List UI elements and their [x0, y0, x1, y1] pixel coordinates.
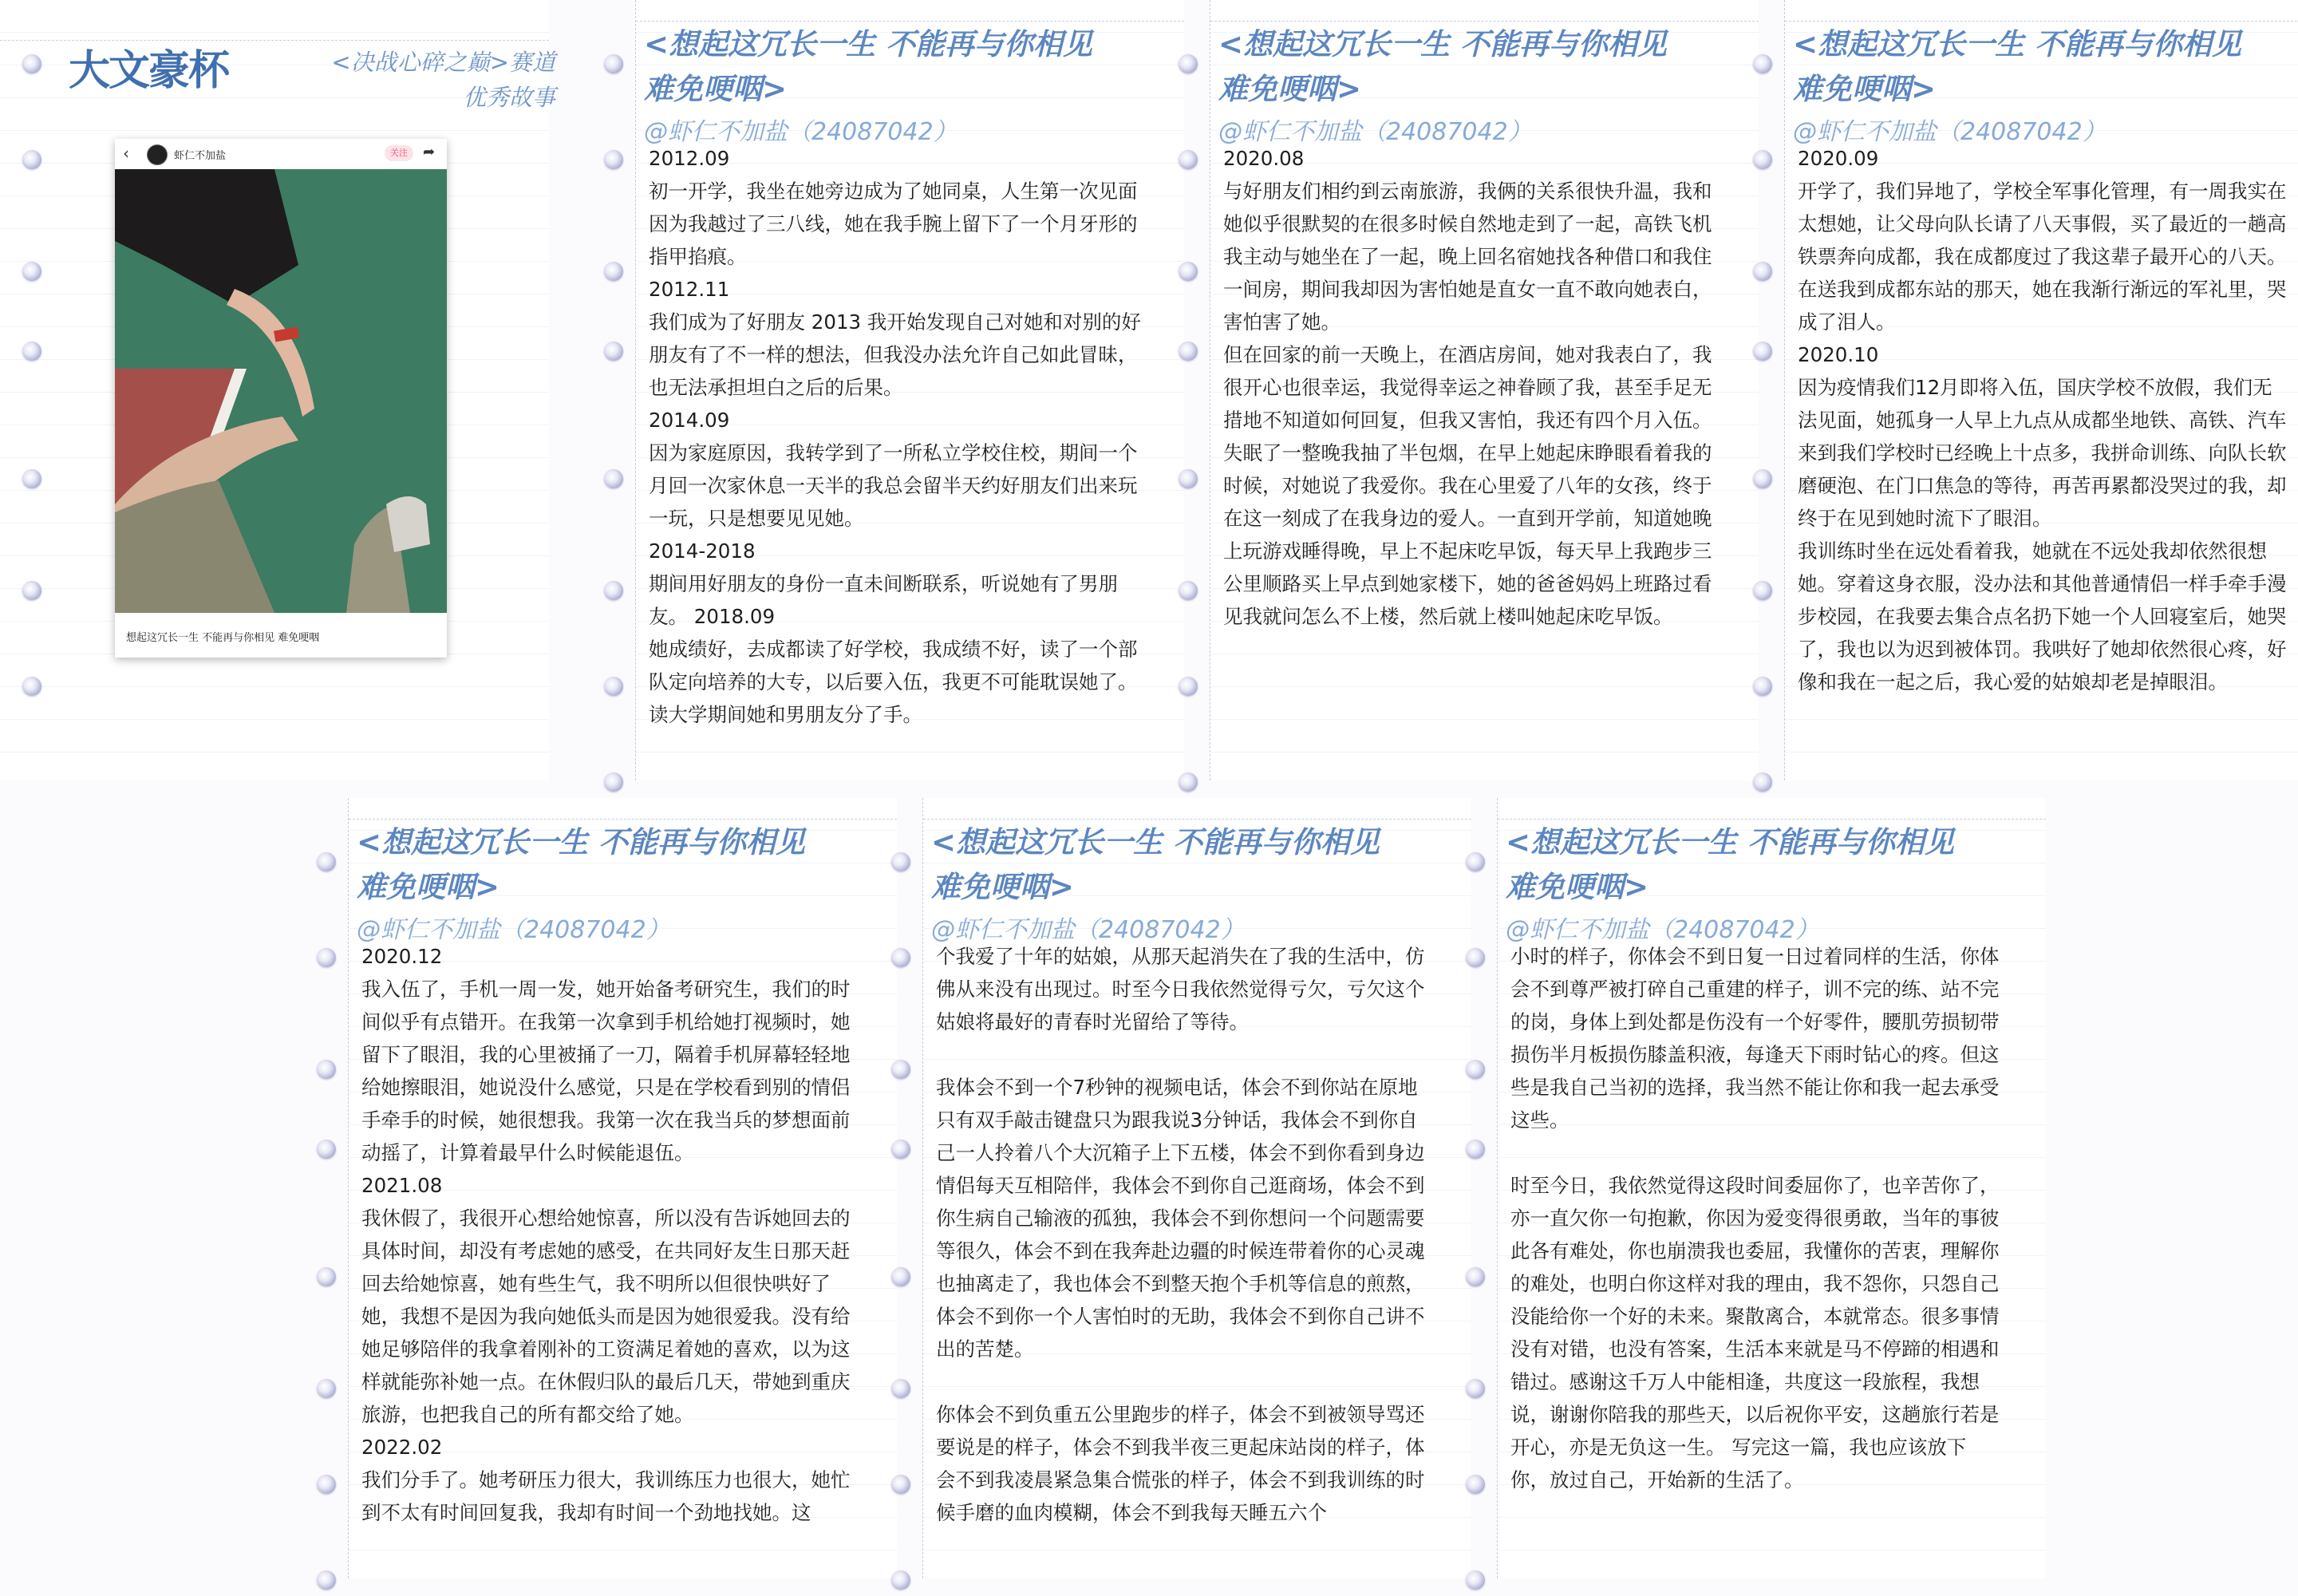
story-title-line-1: <想起这冗长一生 不能再与你相见 [931, 825, 1380, 859]
story-body [361, 940, 855, 1529]
binder-hole [891, 1060, 910, 1079]
story-paragraph: 我休假了，我很开心想给她惊喜，所以没有告诉她回去的具体时间，却没有考虑她的感受，在共同好友生日那天赶回去给她惊喜，她有些生气，我不明所以但很快哄好了她，我想不是因为我向她低头而是因为她很爱我。没有给她足够陪伴的我拿着刚补的工资满足着她的喜欢，以为这样就能弥补她一点。在休假归队的最后几天，带她到重庆旅游，也把我自己的所有都交给了她。 [361, 1207, 851, 1426]
story-paragraph: 2014.09 [649, 409, 730, 432]
story-body [1510, 940, 2004, 1496]
story-paragraph: 我训练时坐在远处看着我，她就在不远处我却依然很想她。穿着这身衣服，没办法和其他普通情侣一样手牵手漫步校园，在我要去集合点名扔下她一个人回寝室后，她哭了，我也以为迟到被体罚。我哄好了她却依然很心疼，好像和我在一起之后，我心爱的姑娘却老是掉眼泪。 [1798, 539, 2287, 693]
binder-hole [22, 262, 41, 281]
binder-hole [22, 581, 41, 600]
binder-hole [1466, 1140, 1485, 1159]
event-line-2: 优秀故事 [462, 84, 555, 111]
story-card [1497, 798, 2046, 1578]
binder-hole [1179, 581, 1198, 600]
story-paragraph: 2020.08 [1223, 147, 1305, 170]
story-paragraph: 她成绩好，去成都读了好学校，我成绩不好，读了一个部队定向培养的大专，以后要入伍，我更不可能耽误她了。读大学期间她和男朋友分了手。 [649, 638, 1138, 726]
event-label [303, 45, 555, 115]
binder-hole [604, 150, 623, 169]
binder-holes [1466, 798, 1490, 1578]
binder-hole [1753, 469, 1772, 488]
binder-hole [604, 772, 623, 792]
story-author: @虾仁不加盐（24087042） [1218, 118, 1532, 146]
story-paragraph: 你体会不到负重五公里跑步的样子，体会不到被领导骂还要说是的样子，体会不到我半夜三更起床站岗的样子，体会不到我凌晨紧急集合慌张的样子，体会不到我训练的时候手磨的血肉模糊，体会不到我每天睡五六个 [936, 1403, 1425, 1524]
binder-hole [1179, 772, 1198, 792]
story-title-line-2: 难免哽咽> [357, 870, 500, 904]
story-paragraph: 因为家庭原因，我转学到了一所私立学校住校，期间一个月回一次家休息一天半的我总会留半天约好朋友们出来玩一玩，只是想要见见她。 [649, 441, 1138, 530]
binder-hole [1466, 1060, 1485, 1079]
story-paragraph: 开学了，我们异地了，学校全军事化管理，有一周我实在太想她，让父母向队长请了八天事假，买了最近的一趟高铁票奔向成都，我在成都度过了我这辈子最开心的八天。在送我到成都东站的那天，她在我渐行渐远的军礼里，哭成了泪人。 [1798, 180, 2287, 334]
binder-hole [22, 342, 41, 361]
binder-hole [317, 1475, 336, 1494]
story-author: @虾仁不加盐（24087042） [1793, 118, 2106, 146]
story-title [644, 22, 1163, 112]
binder-hole [1466, 948, 1485, 967]
story-paragraph: 个我爱了十年的姑娘，从那天起消失在了我的生活中，仿佛从来没有出现过。时至今日我依然觉得亏欠，亏欠这个姑娘将最好的青春时光留给了等待。 [936, 945, 1425, 1033]
story-card [1210, 0, 1759, 780]
story-title [1506, 820, 2024, 910]
story-card [922, 798, 1471, 1578]
binder-hole [1179, 150, 1198, 169]
story-author: @虾仁不加盐（24087042） [644, 118, 958, 146]
story-title-line-2: 难免哽咽> [1218, 72, 1362, 106]
brand-logo: 大文豪杯 [69, 46, 229, 95]
binder-hole [604, 262, 623, 281]
binder-hole [1466, 1267, 1485, 1286]
follow-button[interactable]: 关注 [385, 145, 413, 161]
event-line-1: <决战心碎之巅>赛道 [331, 49, 555, 76]
avatar[interactable] [147, 144, 168, 165]
binder-hole [891, 1379, 910, 1398]
story-body [1223, 142, 1716, 633]
story-paragraph: 我体会不到一个7秒钟的视频电话，体会不到你站在原地只有双手敲击键盘只为跟我说3分钟话，我体会不到你自己一人拎着八个大沉箱子上下五楼，体会不到你看到身边情侣每天互相陪伴，我体会不到你自己逛商场，体会不到你生病自己输液的孤独，我体会不到你想问一个问题需要等很久，体会不到在我奔赴边疆的时候连带着你的心灵魂也抽离走了，我也体会不到整天抱个手机等信息的煎熬，体会不到你一个人害怕时的无助，我体会不到你自己讲不出的苦楚。 [936, 1076, 1425, 1361]
binder-hole [22, 469, 41, 488]
story-title [1793, 22, 2298, 112]
binder-holes [891, 798, 915, 1578]
binder-hole [317, 1267, 336, 1286]
binder-hole [22, 677, 41, 696]
back-arrow-icon[interactable]: ‹ [123, 144, 129, 163]
story-paragraph: 2021.08 [361, 1174, 443, 1197]
intro-card [0, 0, 555, 780]
story-author: @虾仁不加盐（24087042） [1506, 916, 1819, 944]
story-title-line-1: <想起这冗长一生 不能再与你相见 [644, 27, 1092, 61]
binder-hole [1753, 342, 1772, 361]
post-screenshot [115, 139, 447, 658]
story-title-line-2: 难免哽咽> [1506, 870, 1649, 904]
story-paragraph: 2014-2018 [649, 539, 756, 563]
story-title-line-1: <想起这冗长一生 不能再与你相见 [357, 825, 805, 859]
binder-hole [1466, 852, 1485, 871]
story-title-line-2: 难免哽咽> [1793, 72, 1937, 106]
binder-hole [317, 852, 336, 871]
holding-hands-photo [115, 169, 447, 613]
binder-hole [22, 54, 41, 73]
story-title [931, 820, 1450, 910]
binder-hole [1753, 262, 1772, 281]
binder-hole [1753, 150, 1772, 169]
binder-hole [604, 54, 623, 73]
binder-hole [22, 150, 41, 169]
binder-hole [891, 1475, 910, 1494]
post-header [115, 139, 447, 169]
binder-hole [604, 581, 623, 600]
story-paragraph: 2020.10 [1798, 343, 1879, 366]
binder-hole [604, 342, 623, 361]
binder-hole [1753, 581, 1772, 600]
story-card [1784, 0, 2298, 780]
binder-hole [317, 1570, 336, 1590]
binder-hole [1179, 262, 1198, 281]
story-paragraph: 失眠了一整晚我抽了半包烟，在早上她起床睁眼看着我的时候，对她说了我爱你。我在心里爱了八年的女孩，终于在这一刻成了在我身边的爱人。一直到开学前，知道她晚上玩游戏睡得晚，早上不起床吃早饭，每天早上我跑步三公里顺路买上早点到她家楼下，她的爸爸妈妈上班路过看见我就问怎么不上楼，然后就上楼叫她起床吃早饭。 [1223, 441, 1712, 628]
story-paragraph: 我们成为了好朋友 2013 我开始发现自己对她和对别的好朋友有了不一样的想法，但我没办法允许自己如此冒昧，也无法承担坦白之后的后果。 [649, 310, 1141, 399]
binder-hole [891, 852, 910, 871]
post-username[interactable]: 虾仁不加盐 [174, 150, 227, 162]
story-paragraph: 期间用好朋友的身份一直未间断联系，听说她有了男朋友。 2018.09 [649, 572, 1118, 628]
binder-hole [1179, 677, 1198, 696]
post-photo [115, 169, 447, 613]
binder-hole [1466, 1379, 1485, 1398]
story-author: @虾仁不加盐（24087042） [357, 916, 670, 944]
story-title-line-1: <想起这冗长一生 不能再与你相见 [1506, 825, 1954, 859]
story-paragraph: 我们分手了。她考研压力很大，我训练压力也很大，她忙到不太有时间回复我，我却有时间一个劲地找她。这 [361, 1468, 851, 1524]
story-title-line-1: <想起这冗长一生 不能再与你相见 [1218, 27, 1667, 61]
story-body [649, 142, 1142, 731]
binder-hole [1466, 1570, 1485, 1590]
binder-holes [22, 0, 46, 780]
binder-hole [1179, 54, 1198, 73]
paragraph-gap [936, 1365, 1429, 1398]
paragraph-gap [936, 1038, 1429, 1071]
binder-hole [1179, 342, 1198, 361]
binder-hole [1179, 469, 1198, 488]
story-card [635, 0, 1184, 780]
binder-holes [1179, 0, 1202, 780]
binder-hole [891, 1140, 910, 1159]
story-paragraph: 2020.09 [1798, 147, 1879, 170]
story-paragraph: 小时的样子，你体会不到日复一日过着同样的生活，你体会不到尊严被打碎自己重建的样子，训不完的练、站不完的岗，身体上到处都是伤没有一个好零件，腰肌劳损韧带损伤半月板损伤膝盖积液，每逢天下雨时钻心的疼。但这些是我自己当初的选择，我当然不能让你和我一起去承受这些。 [1510, 945, 2000, 1132]
story-paragraph: 初一开学，我坐在她旁边成为了她同桌，人生第一次见面因为我越过了三八线，她在我手腕上留下了一个月牙形的指甲掐痕。 [649, 180, 1138, 268]
story-paragraph: 2012.11 [649, 278, 730, 301]
binder-hole [891, 1570, 910, 1590]
story-paragraph: 与好朋友们相约到云南旅游，我俩的关系很快升温，我和她似乎很默契的在很多时候自然地走到了一起，高铁飞机我主动与她坐在了一起，晚上回名宿她找各种借口和我住一间房，期间我却因为害怕她是直女一直不敢向她表白，害怕害了她。 [1223, 180, 1712, 334]
binder-hole [604, 469, 623, 488]
binder-holes [1753, 0, 1777, 780]
binder-hole [604, 677, 623, 696]
story-paragraph: 我入伍了，手机一周一发，她开始备考研究生，我们的时间似乎有点错开。在我第一次拿到手机给她打视频时，她留下了眼泪，我的心里被捅了一刀，隔着手机屏幕轻轻地给她擦眼泪，她说没什么感觉，只是在学校看到别的情侣手牵手的时候，她很想我。我第一次在我当兵的梦想面前动摇了，计算着最早什么时候能退伍。 [361, 978, 851, 1164]
share-icon[interactable]: ➦ [423, 144, 436, 160]
binder-hole [891, 948, 910, 967]
binder-hole [317, 1140, 336, 1159]
binder-holes [317, 798, 341, 1578]
story-paragraph: 因为疫情我们12月即将入伍，国庆学校不放假，我们无法见面，她孤身一人早上九点从成都坐地铁、高铁、汽车来到我们学校时已经晚上十点多，我拼命训练、向队长软磨硬泡、在门口焦急的等待，再苦再累都没哭过的我，却终于在见到她时流下了眼泪。 [1798, 376, 2287, 530]
binder-hole [1753, 772, 1772, 792]
post-caption: 想起这冗长一生 不能再与你相见 难免哽咽 [126, 632, 320, 644]
binder-hole [317, 948, 336, 967]
binder-hole [1753, 54, 1772, 73]
story-title-line-2: 难免哽咽> [931, 870, 1075, 904]
story-paragraph: 2022.02 [361, 1436, 443, 1459]
story-paragraph: 但在回家的前一天晚上，在酒店房间，她对我表白了，我很开心也很幸运，我觉得幸运之神眷顾了我，甚至手足无措地不知道如何回复，但我又害怕，我还有四个月入伍。 [1223, 343, 1712, 432]
story-card [348, 798, 897, 1578]
story-body [936, 940, 1429, 1529]
story-body [1798, 142, 2291, 698]
story-author: @虾仁不加盐（24087042） [931, 916, 1245, 944]
story-paragraph: 2012.09 [649, 147, 730, 170]
story-paragraph: 时至今日，我依然觉得这段时间委屈你了，也辛苦你了，亦一直欠你一句抱歉，你因为爱变得很勇敢，当年的事彼此各有难处，你也崩溃我也委屈，我懂你的苦衷，理解你的难处，也明白你这样对我的理由，我不怨你，只怨自己没能给你一个好的未来。聚散离合，本就常态。很多事情没有对错，也没有答案，生活本来就是马不停蹄的相遇和错过。感谢这千万人中能相逢，共度这一段旅程，我想说，谢谢你陪我的那些天，以后祝你平安，这趟旅行若是开心，亦是无负这一生。 写完这一篇，我也应该放下你，放过自己，开始新的生活了。 [1510, 1174, 2000, 1491]
story-title-line-1: <想起这冗长一生 不能再与你相见 [1793, 27, 2241, 61]
paragraph-gap [1510, 1136, 2004, 1169]
binder-holes [604, 0, 628, 780]
binder-hole [317, 1379, 336, 1398]
story-title-line-2: 难免哽咽> [644, 72, 788, 106]
binder-hole [317, 1060, 336, 1079]
story-title [357, 820, 875, 910]
binder-hole [1753, 677, 1772, 696]
binder-hole [891, 1267, 910, 1286]
story-paragraph: 2020.12 [361, 945, 443, 968]
binder-hole [1466, 1475, 1485, 1494]
story-title [1218, 22, 1737, 112]
